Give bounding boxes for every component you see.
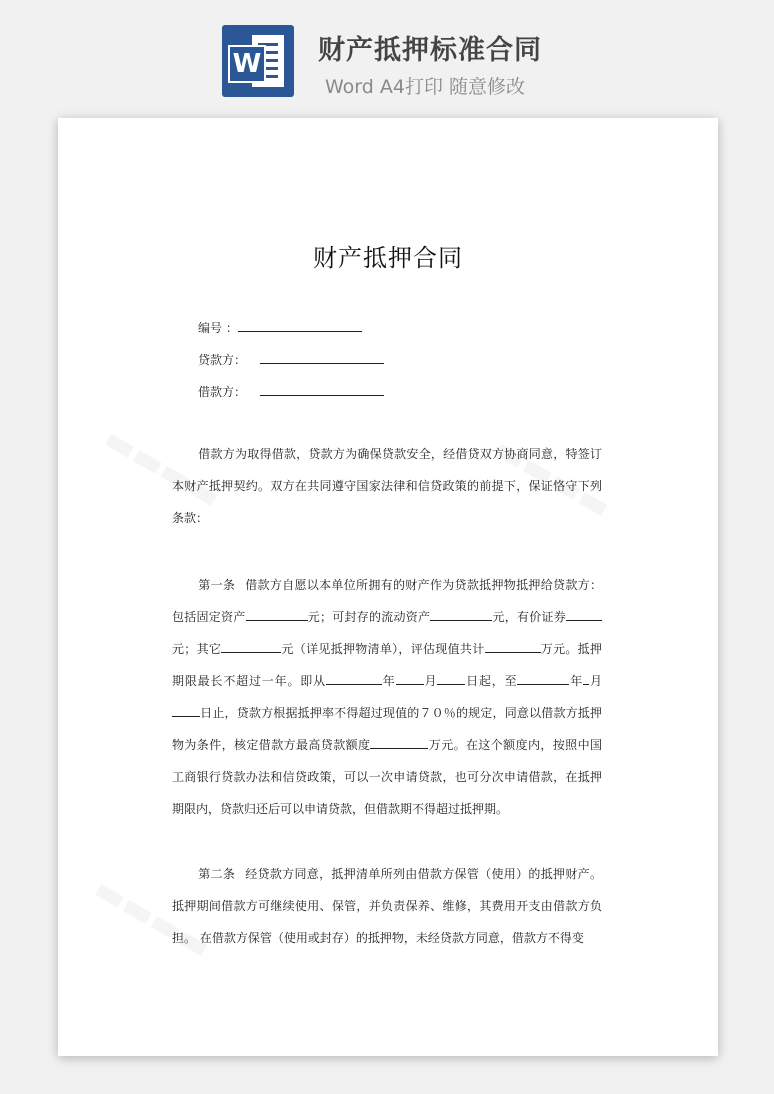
blank-line[interactable] [566,606,602,621]
document-title: 财产抵押合同 [313,244,463,272]
blank-line[interactable] [485,638,541,653]
preamble-text: 借款方为取得借款，贷款方为确保贷款安全，经借贷双方协商同意，特签订本财产抵押契约。双方在共同遵守国家法律和信贷政策的前提下，保证恪守下列条款： [172,447,602,525]
blank-line[interactable] [260,383,384,396]
blank-line[interactable] [221,638,281,653]
blank-line[interactable] [326,670,382,685]
document-page [58,118,718,1056]
blank-line[interactable] [238,319,362,332]
blank-line[interactable] [430,606,492,621]
article-1: 第一条 借款方自愿以本单位所拥有的财产作为贷款抵押物抵押给贷款方：包括固定资产 元；可封存的流动资产 元，有价证券元；其它 元（详见抵押物清单），评估现值共计 万元。抵押期限最长不超过一年。即从 年 月 日起，至 年 月日止，贷款方根据抵押率不得超过现值的７０％的规定，同意以借款方抵押物为条件，核定借款方最高贷款额度 万元。在这个额度内，按照中国工商银行贷款办法和信贷政策，可以一次申请贷款，也可分次申请借款，在抵押期限内，贷款归还后可以申请贷款，但借款期不得超过抵押期。 [172,578,602,816]
blank-line[interactable] [517,670,569,685]
article-heading: 第二条 [198,867,236,881]
blank-line[interactable] [246,606,308,621]
field-borrower [198,383,384,400]
article-2: 第二条 经贷款方同意，抵押清单所列由借款方保管（使用）的抵押财产。抵押期间借款方可继续使用、保管，并负责保养、维修，其费用开支由借款方负担。 在借款方保管（使用或封存）的抵押物，未经贷款方同意，借款方不得变 [172,867,602,945]
field-label: 借款方： [198,385,247,399]
blank-line[interactable] [437,670,465,685]
field-lender [198,351,384,368]
word-icon-letter: W [228,45,266,83]
blank-line[interactable] [396,670,424,685]
blank-line[interactable] [370,734,428,749]
page-header [0,0,774,110]
field-contract-number [198,319,362,336]
field-label: 贷款方： [198,353,247,367]
header-title: 财产抵押标准合同 [318,35,542,66]
header-subtitle: Word A4打印 随意修改 [325,76,526,98]
word-doc-icon [222,25,294,97]
preamble-paragraph [172,438,602,534]
blank-line[interactable] [260,351,384,364]
blank-line[interactable] [172,702,200,717]
field-label: 编号 ： [198,321,238,335]
article-heading: 第一条 [198,578,236,592]
